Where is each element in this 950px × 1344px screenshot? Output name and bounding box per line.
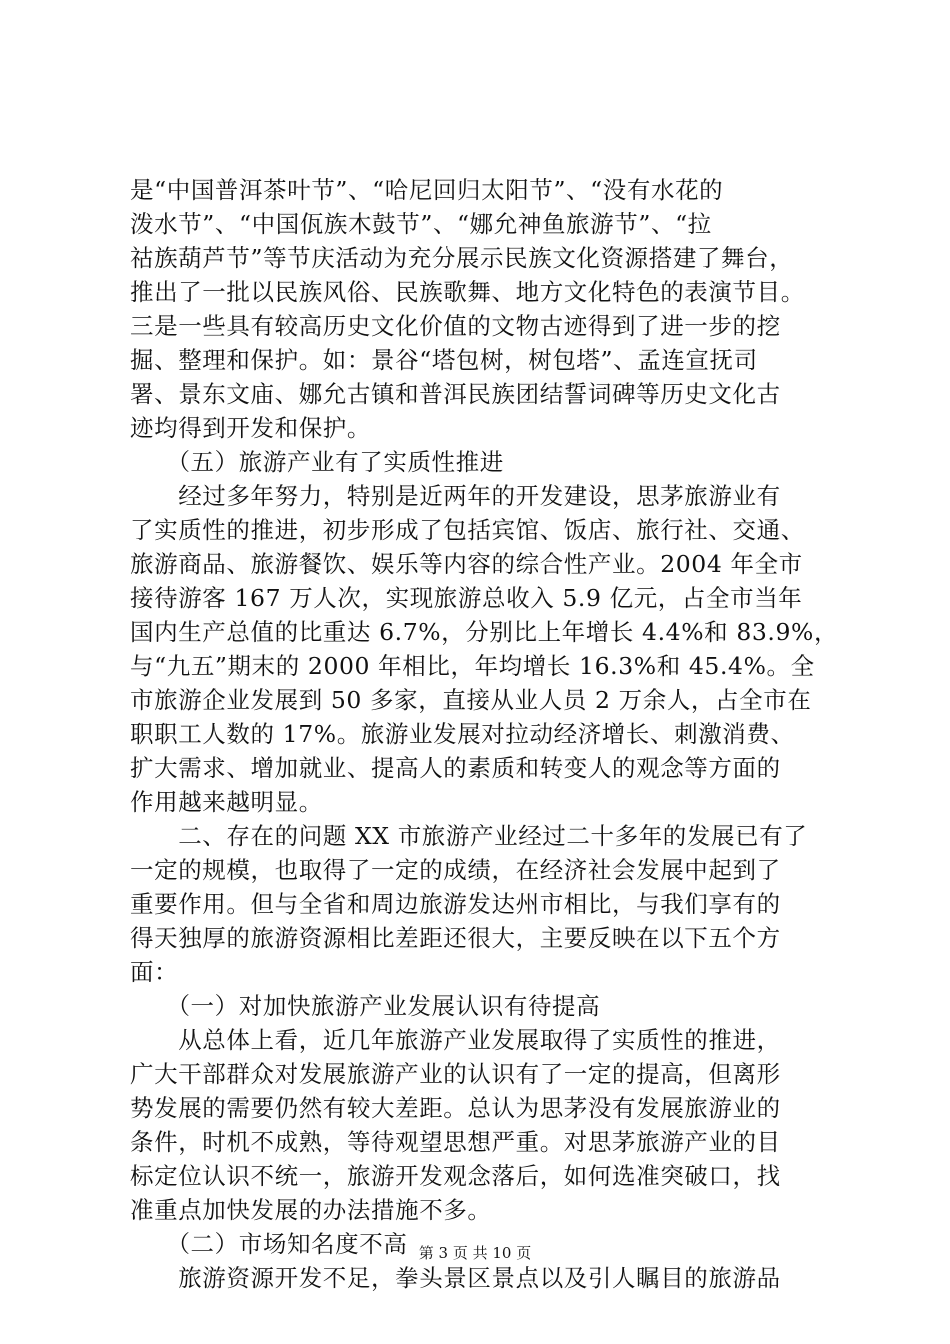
body-line: 国内生产总值的比重达 6.7%，分别比上年增长 4.4%和 83.9%， bbox=[130, 618, 839, 646]
body-line: 广大干部群众对发展旅游产业的认识有了一定的提高，但离形 bbox=[130, 1060, 781, 1088]
body-line: 与“九五”期末的 2000 年相比，年均增长 16.3%和 45.4%。全 bbox=[130, 652, 815, 680]
section-heading: 二、存在的问题 XX 市旅游产业经过二十多年的发展已有了 bbox=[130, 822, 808, 850]
body-line: 条件，时机不成熟，等待观望思想严重。对思茅旅游产业的目 bbox=[130, 1128, 781, 1156]
body-line: 职职工人数的 17%。旅游业发展对拉动经济增长、刺激消费、 bbox=[130, 720, 795, 748]
body-line: 祜族葫芦节”等节庆活动为充分展示民族文化资源搭建了舞台， bbox=[130, 244, 794, 272]
body-line: 了实质性的推进，初步形成了包括宾馆、饭店、旅行社、交通、 bbox=[130, 516, 805, 544]
body-line: 经过多年努力，特别是近两年的开发建设，思茅旅游业有 bbox=[130, 482, 781, 510]
body-line: 准重点加快发展的办法措施不多。 bbox=[130, 1196, 492, 1224]
section-heading: （一）对加快旅游产业发展认识有待提高 bbox=[130, 992, 601, 1020]
body-line: 市旅游企业发展到 50 多家，直接从业人员 2 万余人，占全市在 bbox=[130, 686, 812, 714]
body-line: 从总体上看，近几年旅游产业发展取得了实质性的推进， bbox=[130, 1026, 781, 1054]
page-footer: 第 3 页 共 10 页 bbox=[418, 1244, 532, 1262]
body-line: 接待游客 167 万人次，实现旅游总收入 5.9 亿元，占全市当年 bbox=[130, 584, 803, 612]
body-line: 标定位认识不统一，旅游开发观念落后，如何选准突破口，找 bbox=[130, 1162, 781, 1190]
body-line: 面： bbox=[130, 958, 179, 986]
body-line: 一定的规模，也取得了一定的成绩，在经济社会发展中起到了 bbox=[130, 856, 781, 884]
body-line: 署、景东文庙、娜允古镇和普洱民族团结誓词碑等历史文化古 bbox=[130, 380, 781, 408]
body-line: 掘、整理和保护。如：景谷“塔包树，树包塔”、孟连宣抚司 bbox=[130, 346, 758, 374]
body-line: 推出了一批以民族风俗、民族歌舞、地方文化特色的表演节目。 bbox=[130, 278, 805, 306]
body-line: 是“中国普洱茶叶节”、“哈尼回归太阳节”、“没有水花的 bbox=[130, 176, 724, 204]
body-line: 泼水节”、“中国佤族木鼓节”、“娜允神鱼旅游节”、“拉 bbox=[130, 210, 712, 238]
section-heading: （二）市场知名度不高 bbox=[130, 1230, 408, 1258]
body-line: 三是一些具有较高历史文化价值的文物古迹得到了进一步的挖 bbox=[130, 312, 781, 340]
body-line: 扩大需求、增加就业、提高人的素质和转变人的观念等方面的 bbox=[130, 754, 781, 782]
body-line: 迹均得到开发和保护。 bbox=[130, 414, 371, 442]
body-line: 重要作用。但与全省和周边旅游发达州市相比，与我们享有的 bbox=[130, 890, 781, 918]
body-line: 旅游资源开发不足，拳头景区景点以及引人瞩目的旅游品 bbox=[130, 1264, 781, 1292]
body-line: 得天独厚的旅游资源相比差距还很大，主要反映在以下五个方 bbox=[130, 924, 781, 952]
section-heading: （五）旅游产业有了实质性推进 bbox=[130, 448, 504, 476]
body-line: 作用越来越明显。 bbox=[130, 788, 323, 816]
body-line: 旅游商品、旅游餐饮、娱乐等内容的综合性产业。2004 年全市 bbox=[130, 550, 803, 578]
body-line: 势发展的需要仍然有较大差距。总认为思茅没有发展旅游业的 bbox=[130, 1094, 781, 1122]
